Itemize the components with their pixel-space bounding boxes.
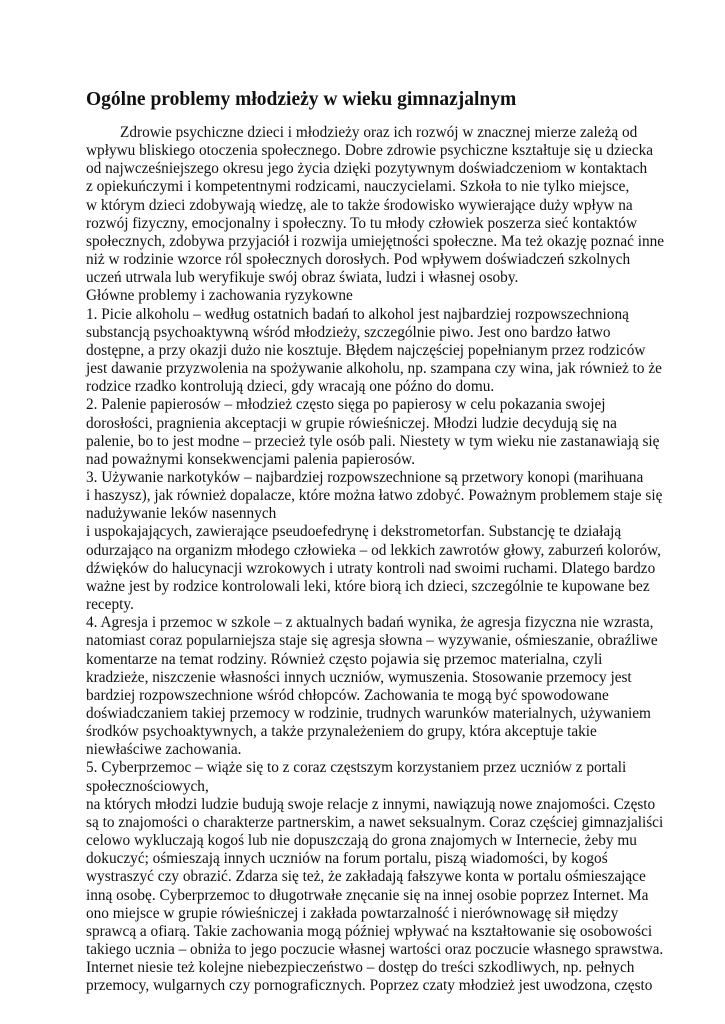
text-line: są to znajomości o charakterze partnerskim, a nawet seksualnym. Coraz częściej gimnazjaliści [86,813,664,831]
text-line: dokuczyć; ośmieszają innych uczniów na forum portalu, piszą wiadomości, by kogoś [86,850,608,868]
text-line: niewłaściwe zachowania. [86,741,242,759]
text-line: wystraszyć czy obrazić. Zdarza się też, że zakładają fałszywe konta w portalu ośmieszające [86,868,646,886]
text-line: 5. Cyberprzemoc – wiąże się to z coraz częstszym korzystaniem przez uczniów z portali [86,759,627,777]
text-line: i uspokajających, zawierające pseudoefedrynę i dekstrometorfan. Substancję te działają [86,523,622,541]
text-line: komentarze na temat rodziny. Również często pojawia się przemoc materialna, czyli [86,650,603,668]
text-line: nadużywanie leków nasennych [86,505,277,523]
text-line: Główne problemy i zachowania ryzykowne [86,287,353,305]
text-line: Zdrowie psychiczne dzieci i młodzieży oraz ich rozwój w znacznej mierze zależą od [120,124,638,141]
text-line: inną osobę. Cyberprzemoc to długotrwałe znęcanie się na innej osobie poprzez Internet. Ma [86,886,649,904]
text-line: w którym dzieci zdobywają wiedzę, ale to także środowisko wywierające duży wpływ na [86,196,633,214]
text-line: dorosłości, pragnienia akceptacji w grupie rówieśniczej. Młodzi ludzie decydują się na [86,414,617,432]
text-line: środków psychoaktywnych, a także przynależeniem do grupy, która akceptuje takie [86,723,597,741]
text-line: 2. Palenie papierosów – młodzież często sięga po papierosy w celu pokazania swojej [86,396,606,414]
text-line: dostępne, a przy okazji dużo nie kosztuje. Błędem najczęściej popełnianym przez rodziców [86,341,646,359]
text-line: nad poważnymi konsekwencjami palenia papierosów. [86,450,416,468]
text-line: dźwięków do halucynacji wzrokowych i utraty kontroli nad swoimi ruchami. Dlatego bardzo [86,559,656,577]
text-line: 1. Picie alkoholu – według ostatnich badań to alkohol jest najbardziej rozpowszechnioną [86,305,629,323]
text-line: takiego ucznia – obniża to jego poczucie własnej wartości oraz poczucie własnego sprawstwa. [86,941,664,959]
text-line: jest dawanie przyzwolenia na spożywanie alkoholu, np. szampana czy wina, jak również to że [86,360,662,378]
text-line: natomiast coraz popularniejsza staje się agresja słowna – wyzywanie, ośmieszanie, obraźliwe [86,632,658,650]
text-line: uczeń utrwala lub weryfikuje swój obraz świata, ludzi i własnej osoby. [86,269,519,287]
text-line: sprawcą a ofiarą. Takie zachowania mogą później wpływać na kształtowanie się osobowości [86,922,653,940]
page-title: Ogólne problemy młodzieży w wieku gimnazjalnym [86,89,517,110]
text-line: doświadczaniem takiej przemocy w rodzinie, trudnych warunków materialnych, używaniem [86,705,651,722]
text-line: z opiekuńczymi i kompetentnymi rodzicami, nauczycielami. Szkoła to nie tylko miejsce, [86,178,630,196]
text-line: niż w rodzinie wzorce ról społecznych dorosłych. Pod wpływem doświadczeń szkolnych [86,251,631,269]
text-line: wpływu bliskiego otoczenia społecznego. Dobre zdrowie psychiczne kształtuje się u dziecka [86,142,654,160]
text-line: społecznych, zdobywa przyjaciół i rozwija umiejętności społeczne. Ma też okazję poznać inne [86,232,665,250]
text-line: rozwój fizyczny, emocjonalny i społeczny. To tu młody człowiek poszerza sieć kontaktów [86,214,638,232]
text-line: bardziej rozpowszechnione wśród chłopców. Zachowania te mogą być spowodowane [86,686,609,704]
text-line: społecznościowych, [86,777,209,795]
text-line: Internet niesie też kolejne niebezpieczeństwo – dostęp do treści szkodliwych, np. pełnych [86,959,635,977]
text-line: 4. Agresja i przemoc w szkole – z aktualnych badań wynika, że agresja fizyczna nie wzrasta, [86,614,654,632]
text-line: kradzieże, niszczenie własności innych uczniów, wymuszenia. Stosowanie przemocy jest [86,668,632,686]
text-line: celowo wykluczają kogoś lub nie dopuszczają do grona znajomych w Internecie, żeby mu [86,832,637,850]
document-body [86,124,666,996]
text-line: odurzająco na organizm młodego człowieka – od lekkich zawrotów głowy, zaburzeń kolorów, [86,541,661,559]
text-line: ono miejsce w grupie rówieśniczej i zakłada powtarzalność i nierównowagę sił między [86,904,619,922]
text-line: przemocy, wulgarnych czy pornograficznych. Poprzez czaty młodzież jest uwodzona, często [86,977,653,995]
text-line: od najwcześniejszego okresu jego życia dzięki pozytywnym doświadczeniom w kontaktach [86,160,648,178]
text-line: rodzice rzadko kontrolują dzieci, gdy wracają one późno do domu. [86,378,495,396]
text-line: palenie, bo to jest modne – przecież tyle osób pali. Niestety w tym wieku nie zastanawiają się [86,432,660,450]
text-line: recepty. [86,596,134,614]
text-line: i haszysz), jak również dopalacze, które można łatwo zdobyć. Poważnym problemem staje się [86,487,663,505]
text-line: na których młodzi ludzie budują swoje relacje z innymi, nawiązują nowe znajomości. Często [86,795,656,813]
text-line: ważne jest by rodzice kontrolowali leki, które biorą ich dzieci, szczególnie te kupowane bez [86,577,650,595]
text-line: substancją psychoaktywną wśród młodzieży, szczególnie piwo. Jest ono bardzo łatwo [86,323,611,341]
text-line: 3. Używanie narkotyków – najbardziej rozpowszechnione są przetwory konopi (marihuana [86,468,644,486]
